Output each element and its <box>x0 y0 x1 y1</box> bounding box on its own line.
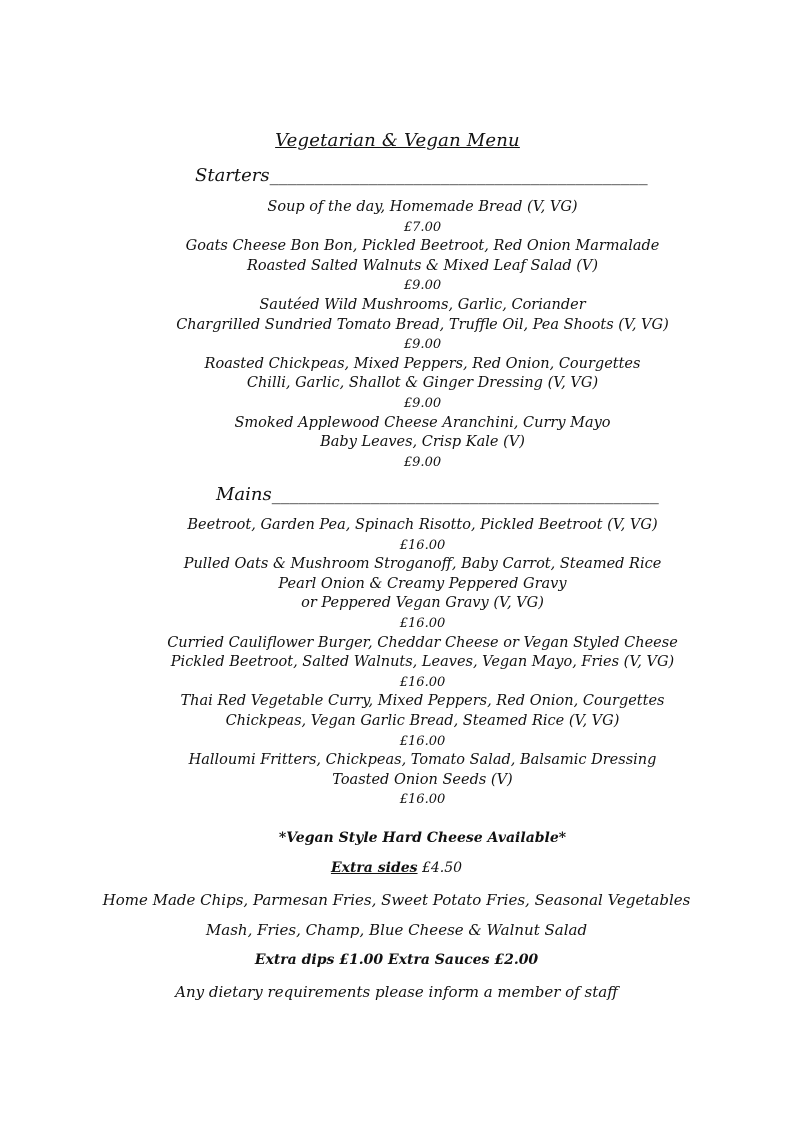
menu-item-line: Beetroot, Garden Pea, Spinach Risotto, Pickled Beetroot (V, VG) <box>187 517 658 533</box>
menu-item-line: Pickled Beetroot, Salted Walnuts, Leaves, Vegan Mayo, Fries (V, VG) <box>170 654 675 671</box>
starters-list <box>26 198 793 472</box>
menu-item-line: Smoked Applewood Cheese Aranchini, Curry Mayo <box>234 414 611 431</box>
menu-item-line: Goats Cheese Bon Bon, Pickled Beetroot, Red Onion Marmalade <box>185 238 660 255</box>
menu-title-text: Vegetarian & Vegan Menu <box>275 130 520 151</box>
menu-item-price: £16.00 <box>399 615 446 631</box>
dietary-note: Any dietary requirements please inform a member of staff <box>175 983 618 1001</box>
extra-dips-line: Extra dips £1.00 Extra Sauces £2.00 <box>254 952 539 968</box>
menu-item-price: £16.00 <box>399 537 446 553</box>
menu-item-price: £9.00 <box>403 454 442 470</box>
menu-item-line: Roasted Salted Walnuts & Mixed Leaf Salad (V) <box>246 257 599 274</box>
menu-title <box>0 130 793 151</box>
menu-item-line: or Peppered Vegan Gravy (V, VG) <box>301 595 544 612</box>
menu-item-line: Thai Red Vegetable Curry, Mixed Peppers, Red Onion, Courgettes <box>180 693 665 710</box>
menu-item-line: Sautéed Wild Mushrooms, Garlic, Coriander <box>259 296 586 313</box>
extra-sides-label: Extra sides <box>330 860 418 876</box>
sides-line-2: Mash, Fries, Champ, Blue Cheese & Walnut Salad <box>205 921 588 939</box>
menu-item-price: £9.00 <box>403 278 442 294</box>
menu-item-line: Chargrilled Sundried Tomato Bread, Truffle Oil, Pea Shoots (V, VG) <box>176 316 669 333</box>
menu-item-price: £9.00 <box>403 395 442 411</box>
menu-item-line: Pearl Onion & Creamy Peppered Gravy <box>278 575 567 592</box>
menu-item-line: Roasted Chickpeas, Mixed Peppers, Red Onion, Courgettes <box>204 355 641 372</box>
menu-item-price: £9.00 <box>403 337 442 353</box>
extra-sides-price: £4.50 <box>417 860 463 876</box>
starters-heading: Starters__________________________________________ <box>195 165 648 186</box>
menu-item-line: Toasted Onion Seeds (V) <box>332 771 513 788</box>
vegan-cheese-note: *Vegan Style Hard Cheese Available* <box>278 830 567 846</box>
menu-item-line: Chickpeas, Vegan Garlic Bread, Steamed Rice (V, VG) <box>225 712 620 729</box>
menu-item-line: Halloumi Fritters, Chickpeas, Tomato Salad, Balsamic Dressing <box>188 752 657 769</box>
sides-line-1: Home Made Chips, Parmesan Fries, Sweet Potato Fries, Seasonal Vegetables <box>102 891 691 909</box>
menu-item-line: Soup of the day, Homemade Bread (V, VG) <box>267 199 578 215</box>
menu-item-price: £16.00 <box>399 733 446 749</box>
extra-sides-line <box>0 860 793 876</box>
menu-item-line: Baby Leaves, Crisp Kale (V) <box>320 434 525 451</box>
menu-item-line: Pulled Oats & Mushroom Stroganoff, Baby Carrot, Steamed Rice <box>183 556 662 573</box>
menu-item-price: £7.00 <box>403 219 442 235</box>
menu-item-price: £16.00 <box>399 674 446 690</box>
mains-heading: Mains___________________________________________ <box>216 484 659 505</box>
menu-item-line: Curried Cauliflower Burger, Cheddar Cheese or Vegan Styled Cheese <box>167 634 678 651</box>
menu-item-price: £16.00 <box>399 792 446 808</box>
mains-list <box>26 516 793 810</box>
menu-item-line: Chilli, Garlic, Shallot & Ginger Dressing (V, VG) <box>246 375 599 392</box>
